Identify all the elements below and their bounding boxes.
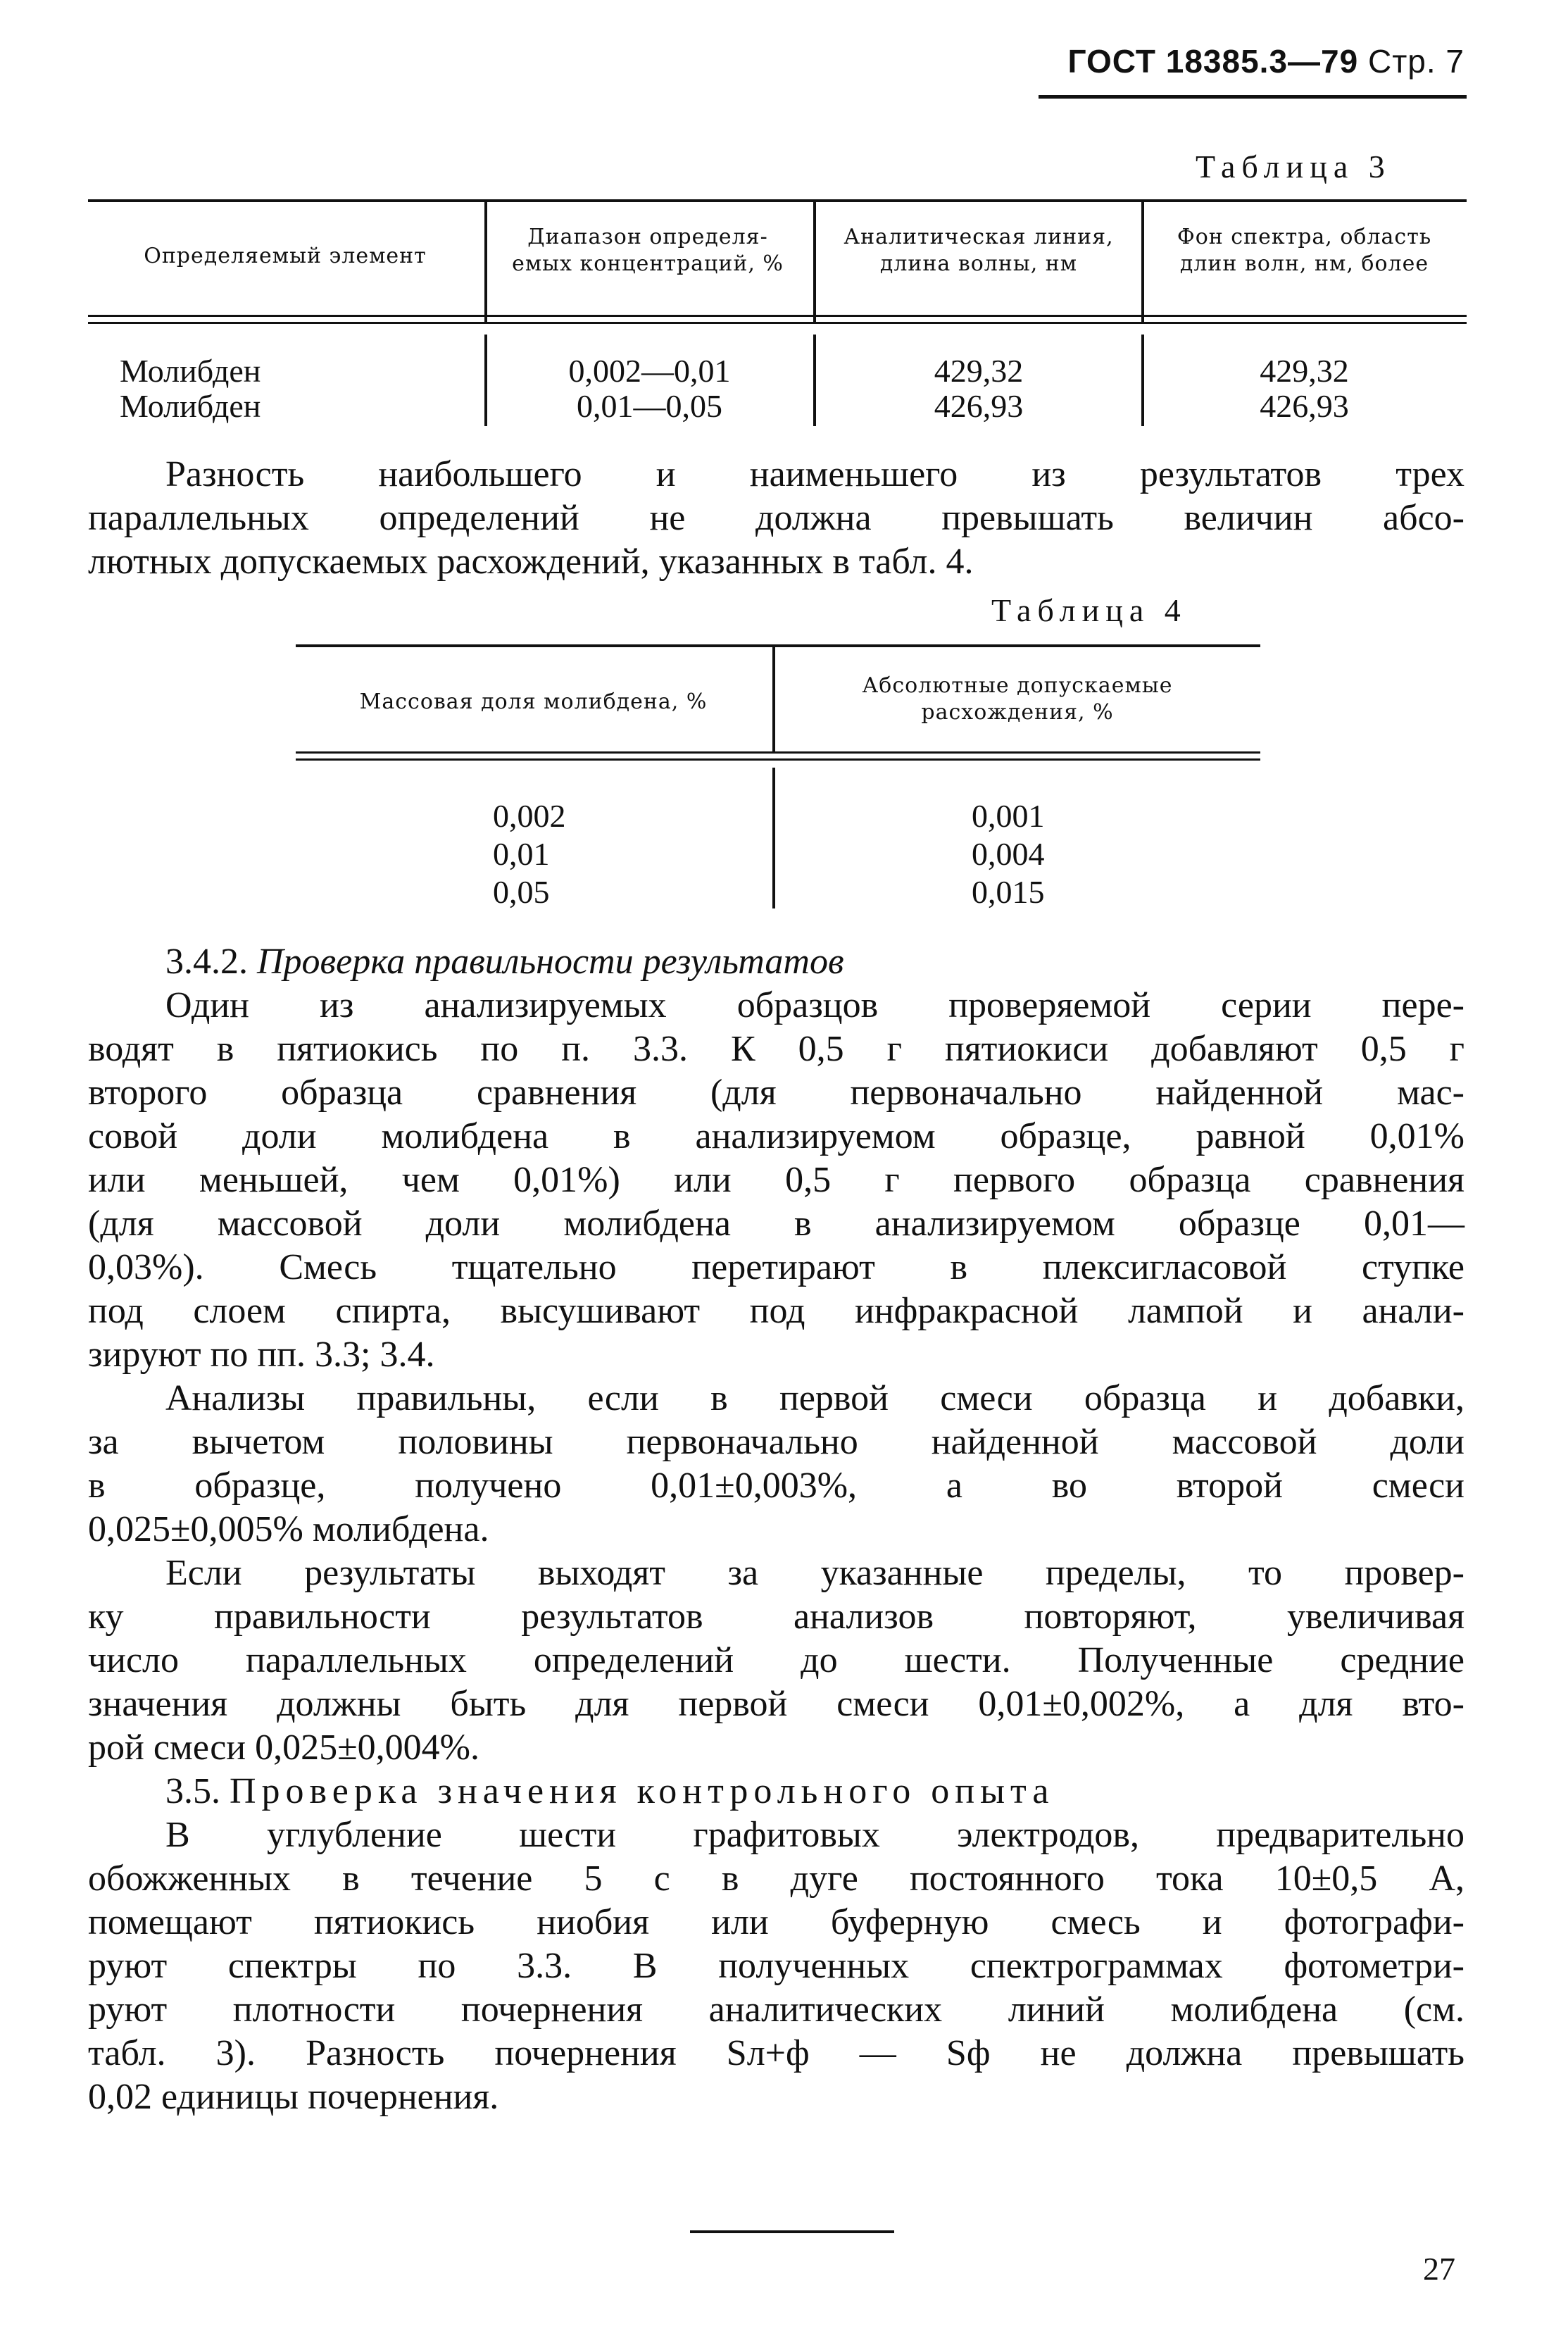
section-3-4-2-heading <box>88 940 1464 984</box>
text-line: 0,03%). Смесь тщательно перетирают в плексигласовой ступке <box>88 1247 1464 1287</box>
table3-caption: Таблица 3 <box>1196 149 1391 185</box>
heading-line <box>88 1770 1464 1813</box>
text-line: в образце, получено 0,01±0,003%, а во второй смеси <box>88 1466 1464 1506</box>
text-line: 0,025±0,005% молибдена. <box>88 1509 489 1549</box>
table4-vline <box>772 768 775 908</box>
table4-header-tolerance: Абсолютные допускаемые расхождения, % <box>862 673 1173 725</box>
table3-cell: 0,002—0,01 <box>568 353 731 389</box>
text-line: параллельных определений не должна превышать величин абсо- <box>88 498 1464 538</box>
table4-header-rule-1 <box>296 751 1260 754</box>
table3-header-element: Определяемый элемент <box>144 244 427 268</box>
table3-cell: Молибден <box>120 388 261 424</box>
table3-cell: 426,93 <box>934 388 1024 424</box>
table4-header-mass-fraction: Массовая доля молибдена, % <box>359 689 708 714</box>
table4-top-rule <box>296 644 1260 647</box>
text-line: под слоем спирта, высушивают под инфракрасной лампой и анали- <box>88 1291 1464 1331</box>
table3-vline <box>1141 201 1144 324</box>
text-line: руют спектры по 3.3. В полученных спектрограммах фотометри- <box>88 1946 1464 1986</box>
text-line: В углубление шести графитовых электродов, предварительно <box>165 1815 1464 1855</box>
standard-number: ГОСТ 18385.3—79 <box>1067 43 1359 80</box>
section-title: Проверка значения контрольного опыта <box>230 1771 1055 1811</box>
table4-caption: Таблица 4 <box>991 592 1187 628</box>
text-line: табл. 3). Разность почернения Sл+ф — Sф не должна превышать <box>88 2033 1464 2073</box>
text-line: 0,02 единицы почернения. <box>88 2077 499 2117</box>
header-rule <box>1039 95 1467 99</box>
table4-vline <box>772 646 775 751</box>
paragraph-repeat-check <box>88 1551 1464 1770</box>
table3-header-rule-1 <box>88 315 1467 317</box>
paragraph-control-experiment <box>88 1813 1464 2119</box>
text-line: (для массовой доли молибдена в анализируемом образце 0,01— <box>88 1204 1464 1244</box>
paragraph-analyses-correct <box>88 1377 1464 1551</box>
text-line: за вычетом половины первоначально найденной массовой доли <box>88 1422 1464 1462</box>
text-line: Разность наибольшего и наименьшего из результатов трех <box>165 454 1464 494</box>
table3-vline <box>813 335 816 426</box>
text-line: число параллельных определений до шести. Полученные средние <box>88 1640 1464 1680</box>
table4-header-rule-2 <box>296 758 1260 761</box>
text-line: или меньшей, чем 0,01%) или 0,5 г первого образца сравнения <box>88 1160 1464 1200</box>
text-line: значения должны быть для первой смеси 0,01±0,002%, а для вто- <box>88 1684 1464 1724</box>
text-line: водят в пятиокись по п. 3.3. К 0,5 г пятиокиси добавляют 0,5 г <box>88 1029 1464 1069</box>
text-line: лютных допускаемых расхождений, указанных в табл. 4. <box>88 542 974 582</box>
table3-cell: 429,32 <box>934 353 1024 389</box>
table3-header-background: Фон спектра, область длин волн, нм, более <box>1177 225 1432 276</box>
section-3-5-heading <box>88 1770 1464 1813</box>
text-line: руют плотности почернения аналитических линий молибдена (см. <box>88 1990 1464 2030</box>
text-line: рой смеси 0,025±0,004%. <box>88 1728 479 1768</box>
table3-cell: 429,32 <box>1260 353 1349 389</box>
text-line: обожженных в течение 5 с в дуге постоянного тока 10±0,5 А, <box>88 1859 1464 1899</box>
table4-col-tolerance: 0,001 0,004 0,015 <box>972 798 1045 910</box>
table3-cell: 426,93 <box>1260 388 1349 424</box>
table3-vline <box>813 201 816 324</box>
table3-header-range: Диапазон определя- емых концентраций, % <box>512 225 784 276</box>
table3-header-line: Аналитическая линия, длина волны, нм <box>843 225 1114 276</box>
text-line: ку правильности результатов анализов повторяют, увеличивая <box>88 1597 1464 1637</box>
page-header <box>1039 42 1464 80</box>
section-number: 3.5. <box>165 1771 220 1811</box>
text-line: Анализы правильны, если в первой смеси образца и добавки, <box>165 1378 1464 1418</box>
table3-cell: Молибден <box>120 353 261 389</box>
text-line: совой доли молибдена в анализируемом образце, равной 0,01% <box>88 1116 1464 1156</box>
table4-col-mass-fraction: 0,002 0,01 0,05 <box>493 798 566 910</box>
page-number: 27 <box>1423 2251 1455 2287</box>
table3-header-rule-2 <box>88 322 1467 324</box>
text-line: Один из анализируемых образцов проверяемой серии пере- <box>165 985 1464 1025</box>
footer-rule <box>690 2230 894 2233</box>
paragraph-max-min-difference <box>88 453 1464 584</box>
section-title: Проверка правильности результатов <box>257 942 844 982</box>
paragraph-correctness-check <box>88 984 1464 1377</box>
text-line: второго образца сравнения (для первоначально найденной мас- <box>88 1073 1464 1113</box>
table3-vline <box>484 201 487 324</box>
heading-line <box>88 940 1464 984</box>
text-line: Если результаты выходят за указанные пределы, то провер- <box>165 1553 1464 1593</box>
page-label: Стр. 7 <box>1367 43 1464 80</box>
table3-top-rule <box>88 199 1467 202</box>
text-line: зируют по пп. 3.3; 3.4. <box>88 1335 435 1375</box>
table3-cell: 0,01—0,05 <box>577 388 722 424</box>
section-number: 3.4.2. <box>165 942 248 982</box>
text-line: помещают пятиокись ниобия или буферную смесь и фотографи- <box>88 1902 1464 1942</box>
